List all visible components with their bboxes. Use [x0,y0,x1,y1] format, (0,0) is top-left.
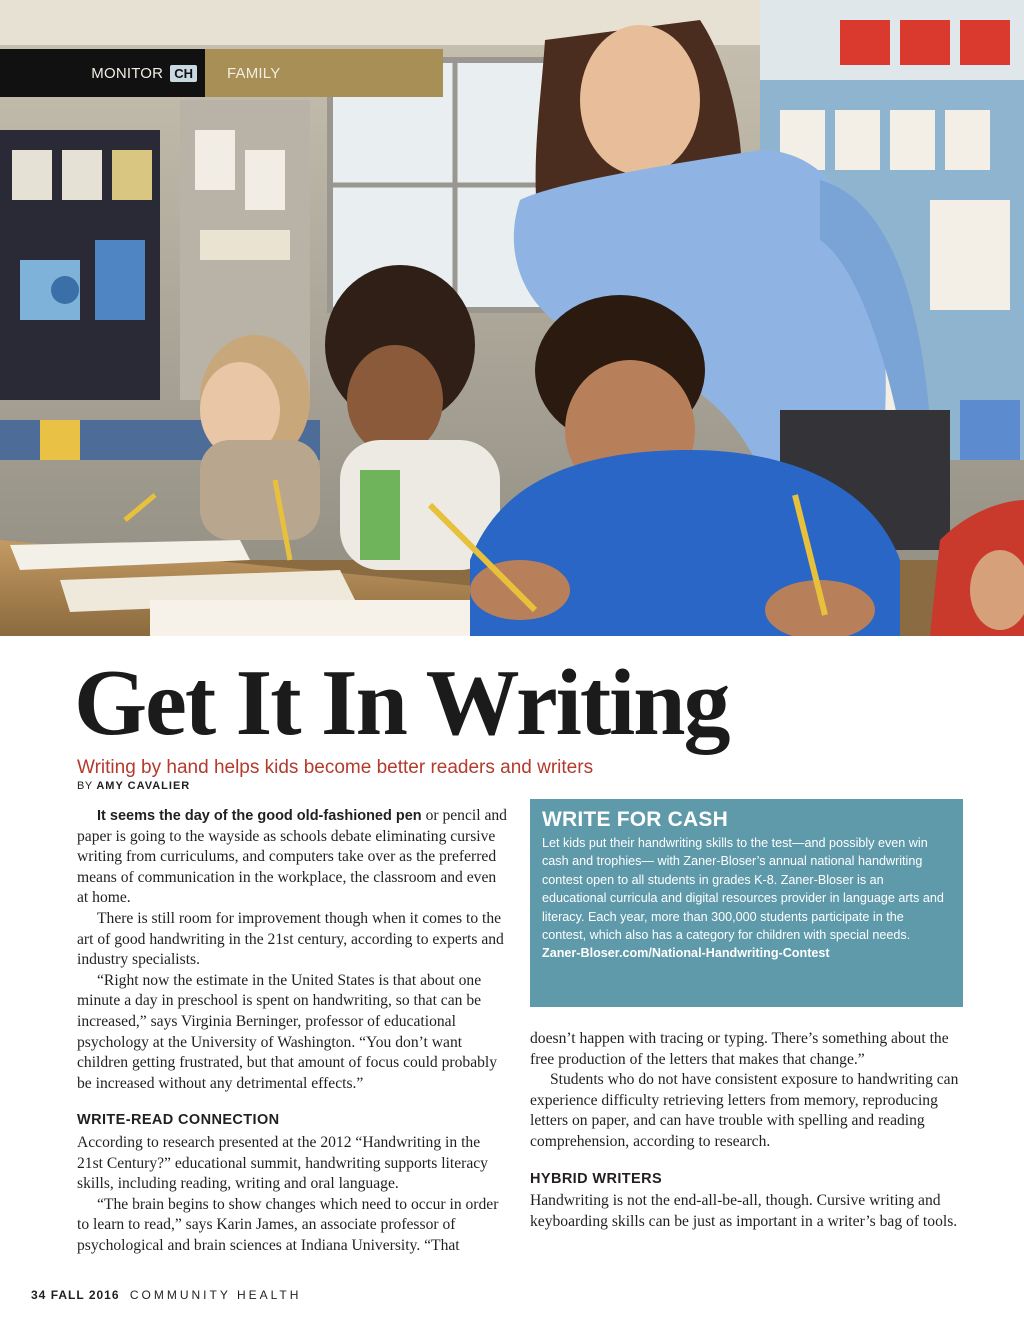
paragraph-4: According to research presented at the 2012 “Handwriting in the 21st Century?” educational summit, handwriting supports literacy skills, including reading, writing and oral language. [77,1133,488,1193]
contest-link[interactable]: Zaner-Bloser.com/National-Handwriting-Contest [542,946,830,961]
section-tab-gold [205,49,443,97]
monitor-label: MONITOR [91,64,164,82]
paragraph-6: doesn’t happen with tracing or typing. There’s something about the free production of the letters that makes that change.” [530,1030,949,1068]
subheading-hybrid-writers: HYBRID WRITERS [530,1170,663,1187]
hero-photo [0,0,1024,636]
byline-prefix: BY [77,780,93,792]
page-number: 34 [31,1288,47,1302]
paragraph-2: There is still room for improvement though when it comes to the art of good handwriting in the 21st century, according to experts and industry specialists. [77,909,504,969]
paragraph-3: “Right now the estimate in the United States is that about one minute a day in preschool is spent on handwriting, so that can be increased,” says Virginia Berninger, professor of educational psychology at the University of Washington. “You don’t want children getting frustrated, but that amount of focus could probably be increased without any detrimental effects.” [77,971,498,1092]
section-tab [0,49,443,97]
left-column [77,806,510,1256]
paragraph-8: Handwriting is not the end-all-be-all, though. Cursive writing and keyboarding skills can be just as important in a writer’s bag of tools. [530,1192,958,1230]
sidebar-text [542,834,950,963]
lead-rest-text: or pencil and paper is going to the wayside as schools debate eliminating cursive writing from curriculums, and computers take over as the preferred means of communication in the workplace, the classroom and even at home. [77,807,507,907]
write-for-cash-sidebar [530,799,963,1007]
paragraph-5: “The brain begins to show changes which need to occur in order to learn to read,” says Karin James, an associate professor of psychological and brain sciences at Indiana University. “That [77,1195,499,1254]
article-title: Get It In Writing [74,651,729,755]
sidebar-title: WRITE FOR CASH [542,808,728,831]
publication-name: COMMUNITY HEALTH [129,1288,302,1302]
right-column [530,1029,970,1232]
ch-badge: CH [170,65,197,82]
lead-paragraph [77,806,510,909]
family-label: FAMILY [227,64,281,82]
section-tab-dark [0,49,205,97]
paragraph-7: Students who do not have consistent exposure to handwriting can experience difficulty retrieving letters from memory, reproducing letters on paper, and can have trouble with spelling and reading comprehension, according to research. [530,1071,959,1150]
sidebar-body: Let kids put their handwriting skills to the test—and possibly even win cash and trophies— with Zaner-Bloser’s annual national handwriting contest open to all students in grades K-8. Zaner-Bloser is an educational curricula and digital resources provider in language arts and literacy. Each year, more than 300,000 students participate in the contest, which also has a category for children with special needs. [542,836,944,943]
subheading-write-read: WRITE-READ CONNECTION [77,1112,280,1129]
author-name: AMY CAVALIER [96,780,191,792]
issue-label: FALL 2016 [50,1288,120,1302]
article-subtitle: Writing by hand helps kids become better readers and writers [77,757,594,778]
lead-bold-text: It seems the day of the good old-fashioned pen [97,808,422,824]
page-footer [31,1288,301,1302]
byline [77,780,190,792]
